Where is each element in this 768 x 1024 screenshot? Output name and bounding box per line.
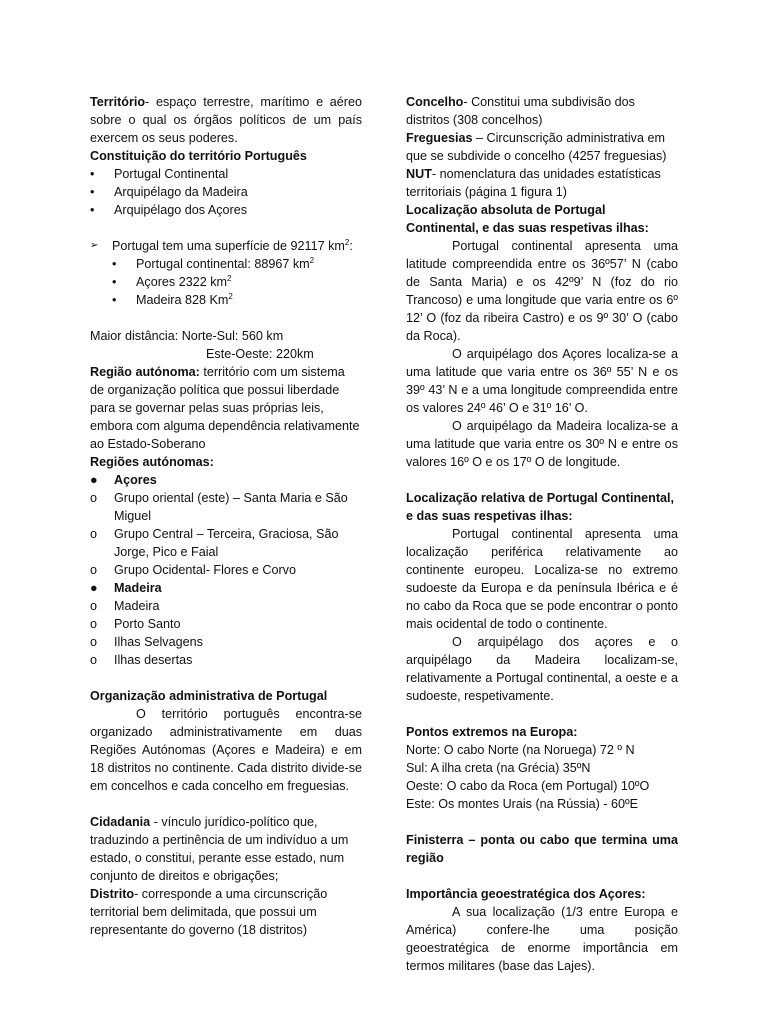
extremo-oeste: Oeste: O cabo da Roca (em Portugal) 10ºO <box>406 779 650 793</box>
circle-bullet-icon: o <box>90 635 98 649</box>
extremo-sul: Sul: A ilha creta (na Grécia) 35ºN <box>406 761 591 775</box>
regiao-paragraph: Região autónoma: território com um sistema de organização política que possui liberdade para se governar pelas suas próprias leis, embora com alguma dependência relativamente ao Estado-Soberano <box>90 365 360 451</box>
importancia-text: A sua localização (1/3 entre Europa e América) confere-lhe uma posição geoestratégica de enorme importância em termos militares (base das Lajes). <box>406 905 678 973</box>
list-item: • Arquipélago da Madeira <box>90 185 248 199</box>
bullet-icon: • <box>112 293 117 307</box>
localizacao-absoluta-heading: Localização absoluta de Portugal Continental, e das suas respetivas ilhas: <box>406 203 649 235</box>
list-item: ● Madeira <box>90 581 162 595</box>
localizacao-absoluta-madeira: O arquipélago da Madeira localiza-se a uma latitude que varia entre os 30º N e entre os valores 16º O e os 17º O de longitude. <box>406 419 678 469</box>
localizacao-relativa-ilhas: O arquipélago dos açores e o arquipélago da Madeira localizam-se, relativamente a Portugal continental, a oeste e a sudoeste, respetivamente. <box>406 635 678 703</box>
list-item: o Madeira <box>90 599 160 613</box>
concelho-paragraph: Concelho- Constitui uma subdivisão dos distritos (308 concelhos) <box>406 95 635 127</box>
area-item: • Madeira 828 Km$^2$ <box>112 291 233 307</box>
list-item: o Grupo Central – Terceira, Graciosa, São Jorge, Pico e Faial <box>90 527 339 559</box>
bullet-icon: • <box>112 257 117 271</box>
circle-bullet-icon: o <box>90 491 98 505</box>
bullet-icon: • <box>90 203 95 217</box>
bullet-icon: ● <box>90 581 98 595</box>
circle-bullet-icon: o <box>90 653 98 667</box>
nut-paragraph: NUT- nomenclatura das unidades estatísticas territoriais (página 1 figura 1) <box>406 167 661 199</box>
pontos-extremos-heading: Pontos extremos na Europa: <box>406 725 578 739</box>
distancia-norte-sul: Maior distância: Norte-Sul: 560 km <box>90 329 284 343</box>
territorio-definition: - espaço terrestre, marítimo e aéreo sobre o qual os órgãos políticos de um país exercem os seus poderes. <box>90 95 362 145</box>
circle-bullet-icon: o <box>90 599 98 613</box>
territorio-term: Território <box>90 95 146 109</box>
localizacao-absoluta-acores: O arquipélago dos Açores localiza-se a uma latitude que varia entre os 36º 55’ N e os 39º 43’ N e a uma longitude compreendida entre os valores 24º 46’ O e 31º 16’ O. <box>406 347 678 415</box>
distancia-este-oeste: Este-Oeste: 220km <box>206 347 314 361</box>
regioes-heading: Regiões autónomas: <box>90 455 214 469</box>
importancia-heading: Importância geoestratégica dos Açores: <box>406 887 646 901</box>
area-item: • Portugal continental: 88967 $km^2$ <box>112 255 315 271</box>
cidadania-paragraph: Cidadania - vínculo jurídico-político que, traduzindo a pertinência de um indivíduo a um estado, o constitui, perante esse estado, num conjunto de direitos e obrigações; <box>90 815 349 883</box>
list-item: ● Açores <box>90 473 157 487</box>
freguesias-paragraph: Freguesias – Circunscrição administrativa em que se subdivide o concelho (4257 freguesias) <box>406 131 667 163</box>
territorio-paragraph <box>90 93 362 147</box>
distrito-paragraph: Distrito- corresponde a uma circunscrição territorial bem delimitada, que possui um representante do governo (18 distritos) <box>90 887 328 937</box>
left-column <box>90 93 362 939</box>
circle-bullet-icon: o <box>90 527 98 541</box>
organizacao-heading: Organização administrativa de Portugal <box>90 689 328 703</box>
list-item: o Ilhas Selvagens <box>90 635 203 649</box>
localizacao-absoluta-continental: Portugal continental apresenta uma latitude compreendida entre os 36º57’ N (cabo de Santa Maria) e os 42º9’ N (foz do rio Trancoso) e uma longitude que varia entre os 6º 12’ O (foz da ribeira Castro) e os 9º 30’ O (cabo da Roca). <box>406 239 678 343</box>
circle-bullet-icon: o <box>90 563 98 577</box>
organizacao-text: O território português encontra-se organizado administrativamente em duas Regiões Autónomas (Açores e Madeira) e em 18 distritos no continente. Cada distrito divide-se em concelhos e cada concelho em freguesias. <box>90 707 362 793</box>
localizacao-relativa-continental: Portugal continental apresenta uma localização periférica relativamente ao continente europeu. Localiza-se no extremo sudoeste da Europa e da península Ibérica e é no cabo da Roca que se pode encontrar o ponto mais ocidental de todo o continente. <box>406 527 678 631</box>
list-item: o Grupo oriental (este) – Santa Maria e São Miguel <box>90 491 348 523</box>
list-item: o Grupo Ocidental- Flores e Corvo <box>90 563 296 577</box>
arrow-bullet-icon: ➢ <box>90 240 99 251</box>
extremo-norte: Norte: O cabo Norte (na Noruega) 72 º N <box>406 743 635 757</box>
superficie-item: ➢ Portugal tem uma superfície de 92117 $km^2$: <box>90 237 353 253</box>
list-item: • Portugal Continental <box>90 167 229 181</box>
bullet-icon: • <box>112 275 117 289</box>
bullet-icon: • <box>90 185 95 199</box>
localizacao-relativa-heading: Localização relativa de Portugal Continental, e das suas respetivas ilhas: <box>406 491 675 523</box>
extremo-este: Este: Os montes Urais (na Rússia) - 60ºE <box>406 797 639 811</box>
right-column <box>406 93 678 975</box>
finisterra-definition: Finisterra – ponta ou cabo que termina uma região <box>406 833 678 865</box>
list-item: • Arquipélago dos Açores <box>90 203 248 217</box>
list-item: o Porto Santo <box>90 617 181 631</box>
bullet-icon: • <box>90 167 95 181</box>
list-item: o Ilhas desertas <box>90 653 193 667</box>
area-item: • Açores 2322 $km^2$ <box>112 273 232 289</box>
circle-bullet-icon: o <box>90 617 98 631</box>
bullet-icon: ● <box>90 473 98 487</box>
constituicao-heading: Constituição do território Português <box>90 149 307 163</box>
